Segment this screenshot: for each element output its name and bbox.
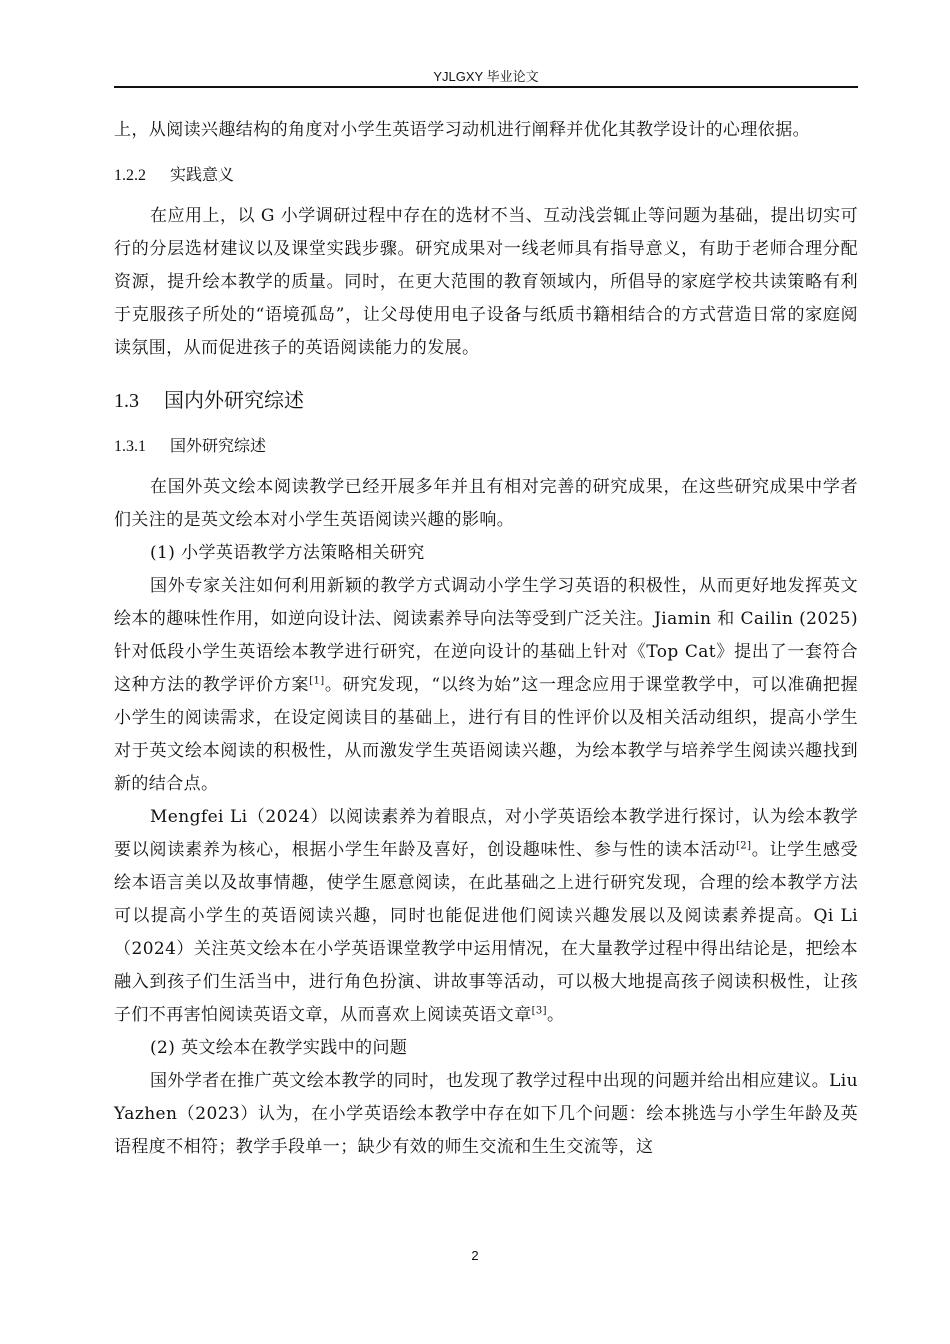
text-run: 。研究发现，“以终为始”这一理念应用于课堂教学中，可以准确把握小学生的阅读需求，在设定阅读目的基础上，进行有目的性评价以及相关活动组织，提高小学生对于英文绘本阅读的积极性，从而激发学生英语阅读兴趣，为绘本教学与培养学生阅读兴趣找到新的结合点。 <box>114 675 858 794</box>
paragraph-mengfei <box>114 801 858 1032</box>
text-run: 国外专家关注如何利用新颖的教学方式调动小学生学习英语的积极性，从而更好地发挥英文绘本的趣味性作用，如逆向设计法、阅读素养导向法等受到广泛关注。Jiamin 和 Cailin (2025)针对低段小学生英语绘本教学进行研究，在逆向设计的基础上针对《Top Cat》提出了一套符合这种方法的教学评价方案 <box>114 576 858 695</box>
heading-1-3 <box>114 383 858 418</box>
text-run: 。让学生感受绘本语言美以及故事情趣，使学生愿意阅读，在此基础之上进行研究发现，合理的绘本教学方法可以提高小学生的英语阅读兴趣，同时也能促进他们阅读兴趣发展以及阅读素养提高。Qi Li（2024）关注英文绘本在小学英语课堂教学中运用情况，在大量教学过程中得出结论是，把绘本融入到孩子们生活当中，进行角色扮演、讲故事等活动，可以极大地提高孩子阅读积极性，让孩子们不再害怕阅读英语文章，从而喜欢上阅读英语文章 <box>114 840 859 1025</box>
heading-title: 国内外研究综述 <box>164 388 304 412</box>
paragraph-methods <box>114 570 858 801</box>
heading-1-2-2 <box>114 161 858 190</box>
heading-title: 实践意义 <box>170 165 235 184</box>
heading-number: 1.2.2 <box>114 167 146 184</box>
heading-number: 1.3 <box>114 390 139 412</box>
citation-ref: [3] <box>531 1005 547 1017</box>
text-run: 。 <box>546 1005 565 1025</box>
paragraph-intro: 在国外英文绘本阅读教学已经开展多年并且有相对完善的研究成果，在这些研究成果中学者们关注的是英文绘本对小学生英语阅读兴趣的影响。 <box>114 477 858 530</box>
citation-ref: [2] <box>736 840 752 852</box>
heading-number: 1.3.1 <box>114 438 146 455</box>
page-number: 2 <box>471 1248 479 1263</box>
paragraph-problems: 国外学者在推广英文绘本教学的同时，也发现了教学过程中出现的问题并给出相应建议。Liu Yazhen（2023）认为，在小学英语绘本教学中存在如下几个问题：绘本挑选与小学生年龄及英语程度不相符；教学手段单一；缺少有效的师生交流和生生交流等，这 <box>114 1071 858 1157</box>
header-rule <box>114 86 858 88</box>
heading-title: 国外研究综述 <box>170 436 267 455</box>
heading-1-3-1 <box>114 432 858 461</box>
paragraph-practice: 在应用上，以 G 小学调研过程中存在的选材不当、互动浅尝辄止等问题为基础，提出切实可行的分层选材建议以及课堂实践步骤。研究成果对一线老师具有指导意义，有助于老师合理分配资源，提升绘本教学的质量。同时，在更大范围的教育领域内，所倡导的家庭学校共读策略有利于克服孩子所处的“语境孤岛”，让父母使用电子设备与纸质书籍相结合的方式营造日常的家庭阅读氛围，从而促进孩子的英语阅读能力的发展。 <box>114 206 858 358</box>
citation-ref: [1] <box>309 675 325 687</box>
subheading-problems: (2) 英文绘本在教学实践中的问题 <box>150 1038 408 1058</box>
subheading-methods: (1) 小学英语教学方法策略相关研究 <box>150 543 425 563</box>
text-run: Mengfei Li（2024）以阅读素养为着眼点，对小学英语绘本教学进行探讨，认为绘本教学要以阅读素养为核心，根据小学生年龄及喜好，创设趣味性、参与性的读本活动 <box>114 807 858 860</box>
paragraph-continuation: 上，从阅读兴趣结构的角度对小学生英语学习动机进行阐释并优化其教学设计的心理依据。 <box>114 120 810 140</box>
page-header: YJLGXY 毕业论文 <box>433 69 539 84</box>
page-content <box>114 114 858 1164</box>
